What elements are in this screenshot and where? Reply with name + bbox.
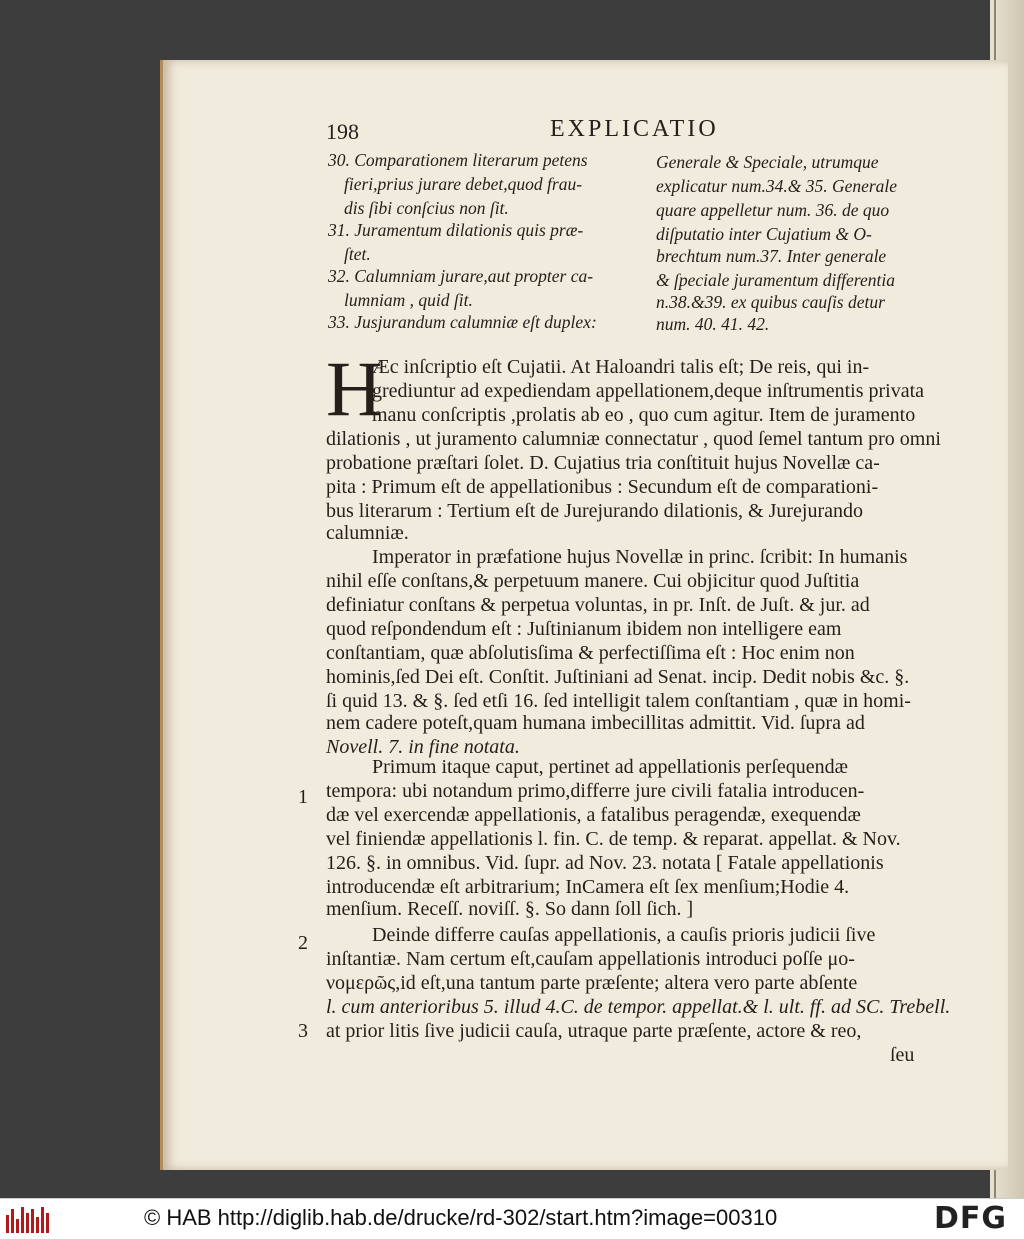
summary-left-line: 32. Calumniam jurare,aut propter ca- [328, 266, 594, 286]
summary-left-line: fieri,prius jurare debet,quod frau- [344, 174, 583, 194]
text-line: bus literarum : Tertium eſt de Jurejurando dilationis, & Jurejurando [326, 500, 864, 522]
page-number: 198 [326, 119, 359, 144]
text-line: probatione præſtari ſolet. D. Cujatius tria conſtituit hujus Novellæ ca- [326, 452, 880, 474]
text-line: nihil eſſe conſtans,& perpetuum manere. Cui objicitur quod Juſtitia [326, 570, 860, 592]
footer-bar [0, 1198, 1024, 1239]
text-line: Primum itaque caput, pertinet ad appellationis perſequendæ [372, 756, 848, 778]
text-line: ſeu [890, 1044, 915, 1066]
footer-link[interactable]: © HAB http://diglib.hab.de/drucke/rd-302/start.htm?image=00310 [144, 1205, 778, 1230]
text-line: inſtantiæ. Nam certum eſt,cauſam appellationis introduci poſſe μο- [326, 948, 855, 970]
summary-left-line: ſtet. [344, 244, 371, 264]
text-line: dæ vel exercendæ appellationis, a fatalibus peragendæ, exequendæ [326, 804, 861, 826]
text-line: vel finiendæ appellationis l. fin. C. de temp. & reparat. appellat. & Nov. [326, 828, 901, 850]
margin-number: 2 [298, 932, 308, 954]
text-line: conſtantiam, quæ abſolutisſima & perfectiſſima eſt : Hoc enim non [326, 642, 855, 664]
summary-right-line: quare appelletur num. 36. de quo [656, 200, 890, 220]
text-line: definiatur conſtans & perpetua voluntas, in pr. Inſt. de Juſt. & jur. ad [326, 594, 870, 616]
text-line: grediuntur ad expediendam appellationem,deque inſtrumentis privata [372, 380, 925, 402]
text-line: dilationis , ut juramento calumniæ connectatur , quod ſemel tantum pro omni [326, 428, 941, 450]
text-line: introducendæ eſt arbitrarium; InCamera eſt ſex menſium;Hodie 4. [326, 876, 850, 898]
text-line: Æc inſcriptio eſt Cujatii. At Haloandri talis eſt; De reis, qui in- [372, 356, 870, 378]
text-line: Deinde differre cauſas appellationis, a cauſis prioris judicii ſive [372, 924, 876, 946]
text-line: at prior litis ſive judicii cauſa, utraque parte præſente, actore & reo, [326, 1020, 862, 1042]
margin-number: 3 [298, 1020, 308, 1042]
text-line: Novell. 7. in fine notata. [326, 736, 520, 758]
text-line: manu conſcriptis ,prolatis ab eo , quo cum agitur. Item de juramento [372, 404, 916, 426]
text-line: l. cum anterioribus 5. illud 4.C. de tempor. appellat.& l. ult. ff. ad SC. Trebell. [326, 996, 951, 1018]
text-line: ſi quid 13. & §. ſed etſi 16. ſed intelligit talem conſtantiam , quæ in homi- [326, 690, 911, 712]
text-line: νομερῶς,id eſt,una tantum parte præſente; altera vero parte abſente [326, 972, 858, 994]
summary-right-line: n.38.&39. ex quibus cauſis detur [656, 292, 885, 312]
summary-right-line: diſputatio inter Cujatium & O- [656, 224, 872, 244]
dfg-logo: DFG [934, 1201, 1008, 1236]
text-line: 126. §. in omnibus. Vid. ſupr. ad Nov. 23. notata [ Fatale appellationis [326, 852, 884, 874]
summary-left-line: 31. Juramentum dilationis quis præ- [328, 220, 584, 240]
text-line: quod reſpondendum eſt : Juſtinianum ibidem non intelligere eam [326, 618, 842, 640]
text-line: nem cadere poteſt,quam humana imbecillitas admittit. Vid. ſupra ad [326, 712, 865, 734]
summary-left-line: lumniam , quid ſit. [344, 290, 473, 310]
summary-left-line: 30. Comparationem literarum petens [328, 150, 588, 170]
text-line: calumniæ. [326, 522, 409, 544]
summary-right-line: explicatur num.34.& 35. Generale [656, 176, 898, 196]
summary-right-line: brechtum num.37. Inter generale [656, 246, 887, 266]
margin-number: 1 [298, 786, 308, 808]
text-line: hominis,ſed Dei eſt. Conſtit. Juſtiniani ad Senat. incip. Dedit nobis &c. §. [326, 666, 910, 688]
hab-logo-icon [6, 1205, 50, 1233]
running-head: EXPLICATIO [550, 116, 719, 142]
summary-right-line: num. 40. 41. 42. [656, 314, 770, 334]
summary-left-line: dis ſibi conſcius non ſit. [344, 198, 509, 218]
text-line: pita : Primum eſt de appellationibus : Secundum eſt de comparationi- [326, 476, 879, 498]
drop-cap: H [326, 345, 383, 432]
text-line: menſium. Receſſ. noviſſ. §. So dann ſoll ſich. ] [326, 898, 694, 920]
text-line: Imperator in præfatione hujus Novellæ in princ. ſcribit: In humanis [372, 546, 908, 568]
summary-left-line: 33. Jusjurandum calumniæ eſt duplex: [328, 312, 597, 332]
summary-right-line: & ſpeciale juramentum differentia [656, 270, 895, 290]
summary-right-line: Generale & Speciale, utrumque [656, 152, 879, 172]
text-line: tempora: ubi notandum primo,differre jure civili fatalia introducen- [326, 780, 865, 802]
